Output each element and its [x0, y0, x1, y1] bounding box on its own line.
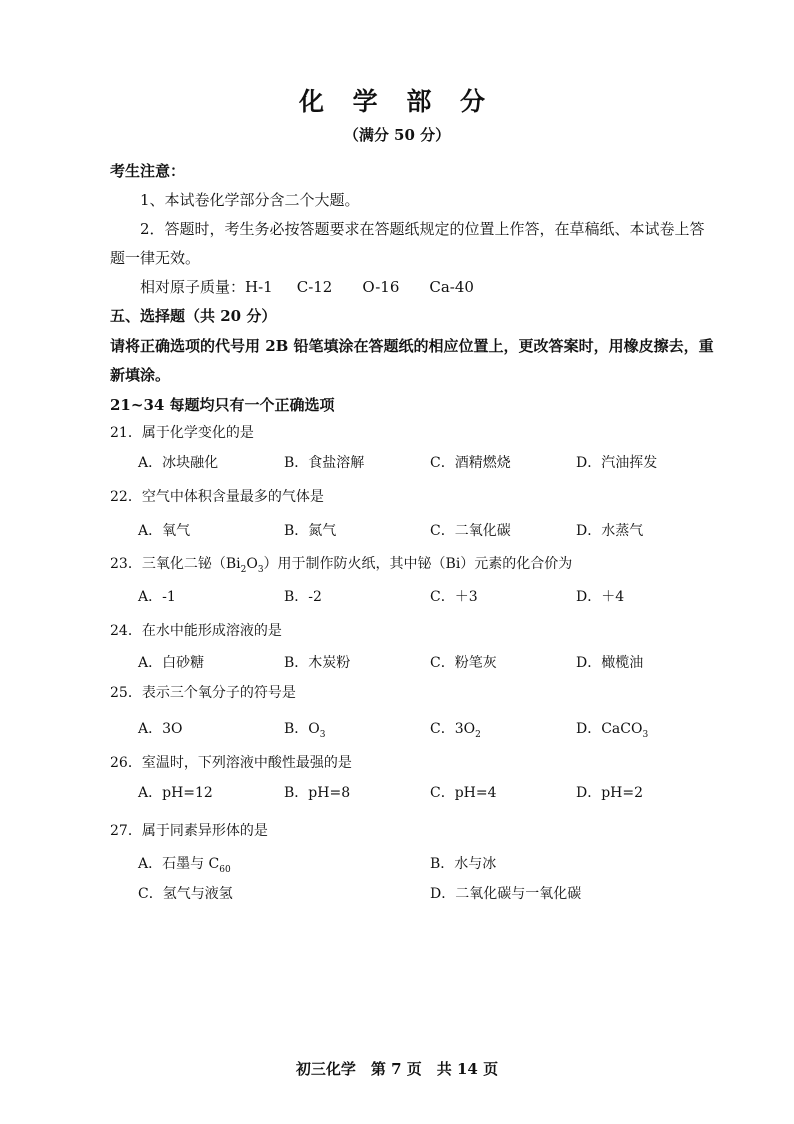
atomic-mass-o: O-16 — [362, 278, 400, 296]
question-27-stem: 27．属于同素异形体的是 — [110, 823, 268, 839]
question-21-option-c: C．酒精燃烧 — [430, 455, 511, 471]
question-26-option-c: C．pH=4 — [430, 785, 497, 801]
option-text: D．CaCO — [576, 721, 643, 737]
question-26-option-b: B．pH=8 — [284, 785, 351, 801]
question-25-option-b — [284, 718, 326, 740]
question-23-stem-subscript: 2 — [240, 564, 247, 575]
atomic-mass-c: C-12 — [296, 278, 333, 296]
question-22-option-b: B．氮气 — [284, 523, 337, 539]
question-23-option-c: C．＋3 — [430, 589, 478, 605]
question-24-stem: 24．在水中能形成溶液的是 — [110, 623, 282, 639]
page-subtitle: （满分 50 分） — [343, 126, 451, 144]
question-24-option-b: B．木炭粉 — [284, 655, 351, 671]
question-27-option-d: D．二氧化碳与一氧化碳 — [430, 886, 582, 902]
question-23-stem-part: O — [246, 556, 258, 572]
atomic-mass-h: H-1 — [245, 278, 273, 296]
notice-item-2-line-2: 题一律无效。 — [110, 249, 201, 267]
question-22-option-a: A．氧气 — [138, 523, 191, 539]
option-text: A．石墨与 C — [138, 856, 220, 872]
option-text: A．3O — [138, 721, 183, 737]
question-23-stem-subscript: 3 — [257, 564, 264, 575]
page-title: 化 学 部 分 — [298, 87, 496, 116]
option-text: C．3O — [430, 721, 476, 737]
question-21-option-d: D．汽油挥发 — [576, 455, 658, 471]
question-24-option-c: C．粉笔灰 — [430, 655, 497, 671]
section-instruction-line-2: 新填涂。 — [110, 366, 171, 384]
question-22-option-d: D．水蒸气 — [576, 523, 644, 539]
question-23-stem-part: 23．三氧化二铋（Bi — [110, 556, 241, 572]
question-26-option-a: A．pH=12 — [138, 785, 213, 801]
question-21-option-a: A．冰块融化 — [138, 455, 219, 471]
question-23-option-a: A．-1 — [138, 589, 176, 605]
notice-heading: 考生注意： — [110, 162, 186, 180]
question-23-stem-part: ）用于制作防火纸，其中铋（Bi）元素的化合价为 — [263, 556, 573, 572]
notice-item-1: 1、本试卷化学部分含二个大题。 — [140, 191, 360, 209]
option-subscript: 3 — [642, 729, 649, 740]
question-25-option-c — [430, 718, 481, 740]
question-27-option-c: C．氢气与液氢 — [138, 886, 233, 902]
question-24-option-d: D．橄榄油 — [576, 655, 644, 671]
page-footer: 初三化学 第 7 页 共 14 页 — [295, 1060, 499, 1078]
question-25-stem: 25．表示三个氧分子的符号是 — [110, 685, 296, 701]
section-instruction-line-1: 请将正确选项的代号用 2B 铅笔填涂在答题纸的相应位置上，更改答案时，用橡皮擦去，重 — [110, 337, 714, 355]
atomic-mass-ca: Ca-40 — [429, 278, 474, 296]
notice-item-2-line-1: 2．答题时，考生务必按答题要求在答题纸规定的位置上作答，在草稿纸、本试卷上答 — [140, 220, 705, 238]
question-22-option-c: C．二氧化碳 — [430, 523, 511, 539]
question-23-option-b: B．-2 — [284, 589, 322, 605]
question-21-stem: 21．属于化学变化的是 — [110, 425, 254, 441]
atomic-mass-line — [140, 276, 474, 297]
question-26-option-d: D．pH=2 — [576, 785, 644, 801]
option-subscript: 60 — [219, 864, 231, 875]
question-26-stem: 26．室温时，下列溶液中酸性最强的是 — [110, 755, 352, 771]
option-subscript: 2 — [475, 729, 481, 740]
question-24-option-a: A．白砂糖 — [138, 655, 205, 671]
section-heading: 五、选择题（共 20 分） — [110, 307, 277, 325]
option-subscript: 3 — [319, 729, 326, 740]
section-sub-heading: 21~34 每题均只有一个正确选项 — [110, 396, 335, 414]
question-22-stem: 22．空气中体积含量最多的气体是 — [110, 489, 324, 505]
question-21-option-b: B．食盐溶解 — [284, 455, 365, 471]
question-27-option-a — [138, 853, 231, 875]
question-27-option-b: B．水与冰 — [430, 856, 497, 872]
question-25-option-d — [576, 718, 648, 740]
question-25-option-a — [138, 718, 183, 740]
atomic-mass-label: 相对原子质量： — [140, 278, 246, 296]
option-text: B．O — [284, 721, 320, 737]
question-23-stem — [110, 553, 572, 575]
question-23-option-d: D．＋4 — [576, 589, 625, 605]
